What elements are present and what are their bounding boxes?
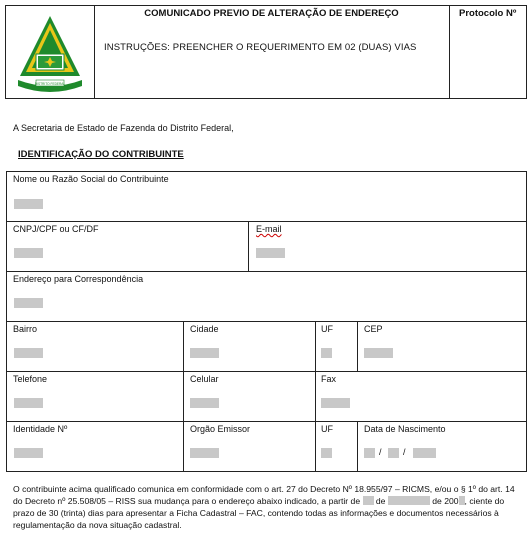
birth-month-field[interactable] <box>388 448 399 458</box>
title-cell <box>94 6 450 98</box>
protocol-label: Protocolo Nº <box>459 8 517 19</box>
celular-label: Celular <box>190 374 219 384</box>
orgao-field[interactable] <box>190 448 219 458</box>
form-title: COMUNICADO PREVIO DE ALTERAÇÃO DE ENDEREÇO <box>144 8 399 19</box>
birth-year-field[interactable] <box>413 448 436 458</box>
orgao-label: Orgão Emissor <box>190 424 251 434</box>
cnpj-label: CNPJ/CPF ou CF/DF <box>13 224 99 234</box>
intro-text: A Secretaria de Estado de Fazenda do Distrito Federal, <box>13 123 234 133</box>
fax-field[interactable] <box>321 398 350 408</box>
logo-text: DISTRITO FEDERAL <box>34 82 66 86</box>
header-table <box>5 5 527 99</box>
identidade-field[interactable] <box>14 448 43 458</box>
email-label: E-mail <box>256 224 282 234</box>
distrito-federal-logo <box>6 6 94 98</box>
declaration-text <box>13 483 523 531</box>
cep-label: CEP <box>364 324 383 334</box>
identidade-label: Identidade Nº <box>13 424 68 434</box>
section-title: IDENTIFICAÇÃO DO CONTRIBUINTE <box>18 149 184 160</box>
effective-month-field[interactable] <box>388 496 430 505</box>
email-field[interactable] <box>256 248 285 258</box>
telefone-label: Telefone <box>13 374 48 384</box>
logo-cell <box>6 6 95 98</box>
cidade-label: Cidade <box>190 324 219 334</box>
bairro-field[interactable] <box>14 348 43 358</box>
date-separator: / <box>379 447 382 457</box>
declaration-part3: de 200 <box>432 496 459 506</box>
protocol-cell <box>449 6 526 98</box>
declaration-part2: de <box>375 496 386 506</box>
uf-label: UF <box>321 324 333 334</box>
name-label: Nome ou Razão Social do Contribuinte <box>13 174 169 184</box>
bairro-label: Bairro <box>13 324 38 334</box>
telefone-field[interactable] <box>14 398 43 408</box>
uf2-label: UF <box>321 424 333 434</box>
uf2-field[interactable] <box>321 448 332 458</box>
instructions-text: INSTRUÇÕES: PREENCHER O REQUERIMENTO EM 02 (DUAS) VIAS <box>104 42 417 53</box>
nascimento-label: Data de Nascimento <box>364 424 446 434</box>
cnpj-field[interactable] <box>14 248 43 258</box>
uf-field[interactable] <box>321 348 332 358</box>
address-field[interactable] <box>14 298 43 308</box>
contributor-form <box>6 171 527 472</box>
name-field[interactable] <box>14 199 43 209</box>
fax-label: Fax <box>321 374 337 384</box>
declaration-part1: O contribuinte acima qualificado comunica em conformidade com o art. 27 do Decreto Nº 18.955/97 – RICMS, e/ou o § 1º do art. 14 do Decreto nº 25.508/05 – RISS sua mudança para o endereço abaixo indicado, a partir de <box>13 484 515 506</box>
birth-day-field[interactable] <box>364 448 375 458</box>
cep-field[interactable] <box>364 348 393 358</box>
celular-field[interactable] <box>190 398 219 408</box>
address-label: Endereço para Correspondência <box>13 274 144 284</box>
declaration-part4: , ciente do prazo de 30 (trinta) dias para apresentar a Ficha Cadastral – FAC, contendo todas as informações e documentos necessários à regulamentação da nova situação cadastral. <box>13 496 505 530</box>
cidade-field[interactable] <box>190 348 219 358</box>
date-separator: / <box>403 447 406 457</box>
effective-day-field[interactable] <box>363 496 374 505</box>
